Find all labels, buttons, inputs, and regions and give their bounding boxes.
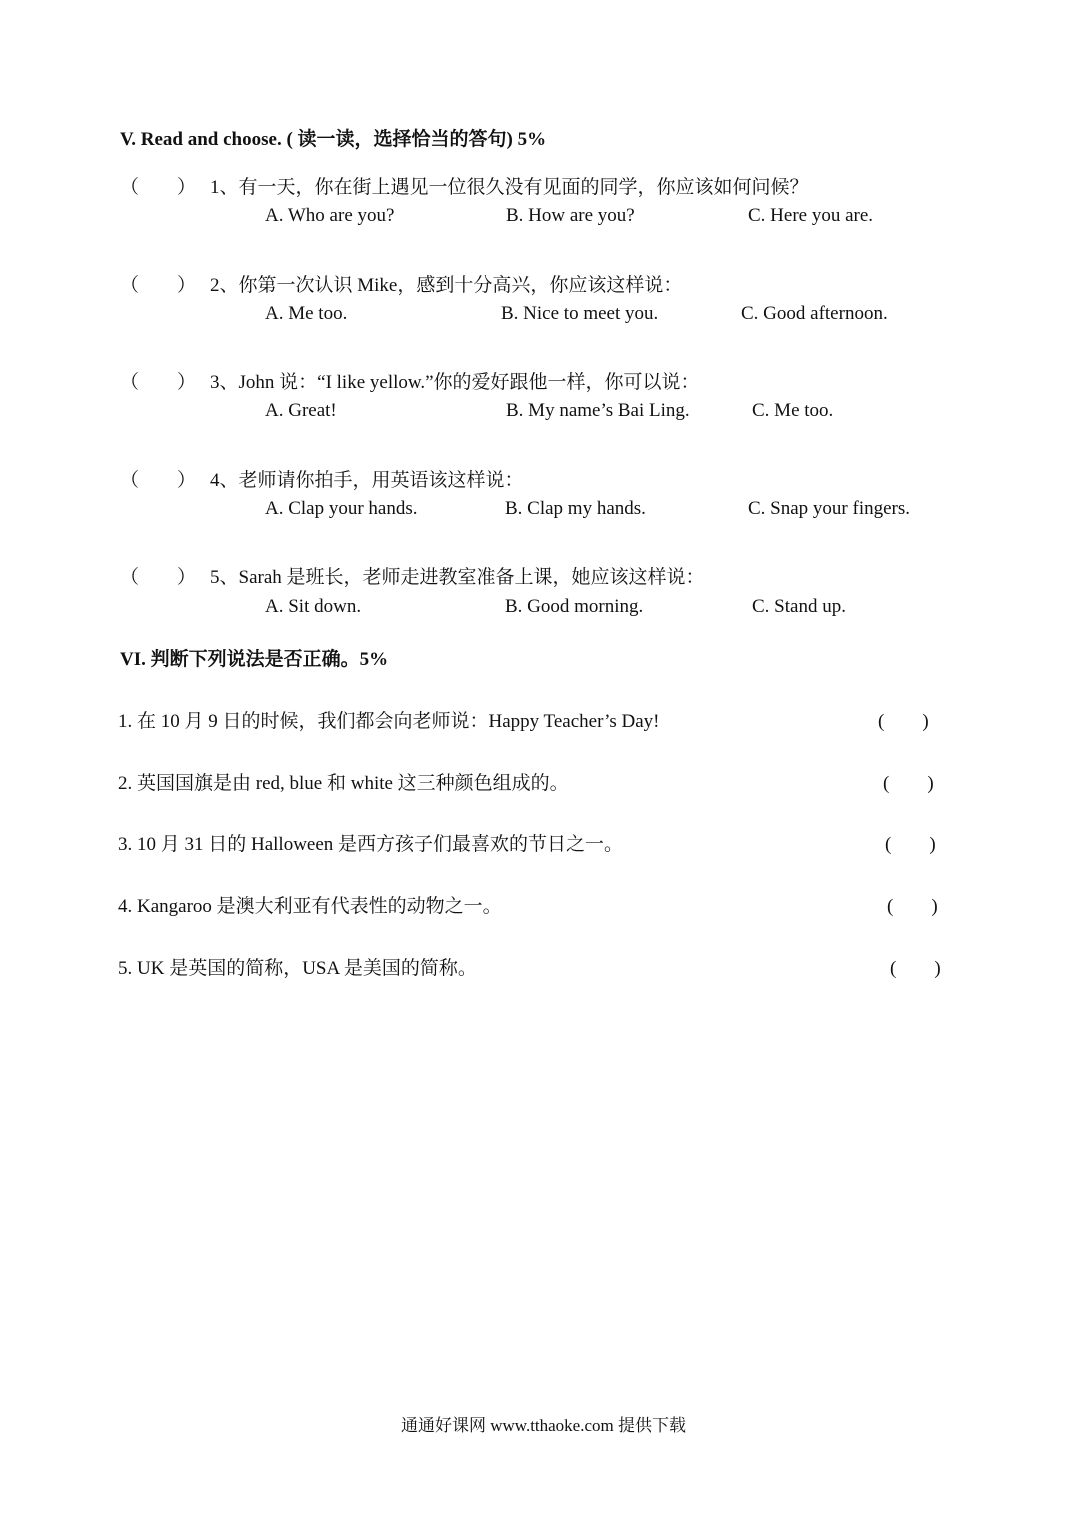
option-a: A. Sit down. [265, 596, 362, 617]
option-b: B. How are you? [506, 205, 635, 226]
answer-blank[interactable]: （ ） [120, 470, 197, 491]
option-a: A. Who are you? [265, 205, 395, 226]
question-text: 2、你第一次认识 Mike，感到十分高兴，你应该这样说： [210, 275, 683, 296]
option-a: A. Great! [265, 400, 337, 421]
judgement-blank-5[interactable]: ( ) [890, 958, 941, 979]
section-5-title: V. Read and choose. ( 读一读，选择恰当的答句) 5% [120, 129, 547, 150]
judgement-blank-3[interactable]: ( ) [885, 834, 936, 855]
option-b: B. My name’s Bai Ling. [506, 400, 690, 421]
judgement-item-5: 5. UK 是英国的简称，USA 是美国的简称。 [118, 958, 477, 979]
judgement-blank-4[interactable]: ( ) [887, 896, 938, 917]
option-c: C. Good afternoon. [741, 303, 888, 324]
option-b: B. Clap my hands. [505, 498, 646, 519]
page-footer: 通通好课网 www.tthaoke.com 提供下载 [400, 1416, 687, 1435]
option-c: C. Me too. [752, 400, 834, 421]
section-6-title: VI. 判断下列说法是否正确。5% [120, 649, 389, 670]
answer-blank[interactable]: （ ） [120, 567, 197, 588]
question-1 [120, 172, 809, 199]
judgement-item-1: 1. 在 10 月 9 日的时候，我们都会向老师说：Happy Teacher’s Day! [118, 711, 660, 732]
answer-blank[interactable]: （ ） [120, 275, 197, 296]
judgement-item-3: 3. 10 月 31 日的 Halloween 是西方孩子们最喜欢的节日之一。 [118, 834, 624, 855]
option-c: C. Snap your fingers. [748, 498, 911, 519]
question-text: 4、老师请你拍手，用英语该这样说： [210, 470, 524, 491]
judgement-blank-2[interactable]: ( ) [883, 773, 934, 794]
answer-blank[interactable]: （ ） [120, 177, 197, 198]
question-3 [120, 367, 700, 394]
judgement-item-4: 4. Kangaroo 是澳大利亚有代表性的动物之一。 [118, 896, 502, 917]
option-a: A. Me too. [265, 303, 348, 324]
answer-blank[interactable]: （ ） [120, 372, 197, 393]
option-c: C. Here you are. [748, 205, 874, 226]
judgement-item-2: 2. 英国国旗是由 red, blue 和 white 这三种颜色组成的。 [118, 773, 569, 794]
option-b: B. Nice to meet you. [501, 303, 659, 324]
option-b: B. Good morning. [505, 596, 644, 617]
judgement-blank-1[interactable]: ( ) [878, 711, 929, 732]
option-a: A. Clap your hands. [265, 498, 418, 519]
question-text: 5、Sarah 是班长，老师走进教室准备上课，她应该这样说： [210, 567, 705, 588]
question-4 [120, 465, 524, 492]
question-2 [120, 270, 682, 297]
question-text: 3、John 说：“I like yellow.”你的爱好跟他一样，你可以说： [210, 372, 700, 393]
question-text: 1、有一天，你在街上遇见一位很久没有见面的同学，你应该如何问候？ [210, 177, 809, 198]
question-5 [120, 562, 705, 589]
option-c: C. Stand up. [752, 596, 846, 617]
